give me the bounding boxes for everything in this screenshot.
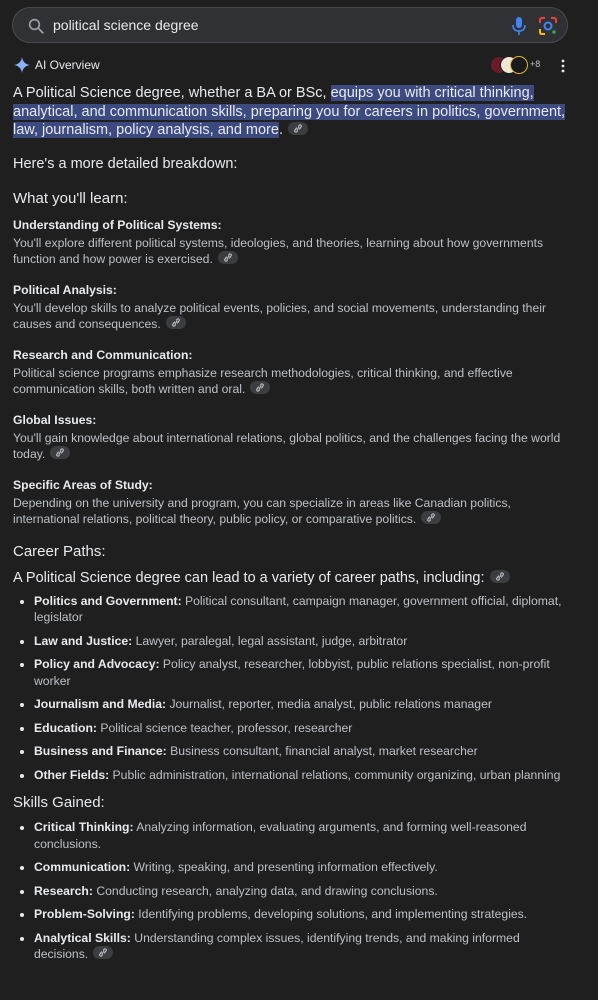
skill-text: Understanding complex issues, identifying trends, and making informed decisions.: [34, 930, 520, 961]
search-bar[interactable]: [12, 7, 568, 43]
learn-item-text: Political science programs emphasize research methodologies, critical thinking, and effective communication skills, both written and oral.: [13, 365, 513, 396]
career-term: Law and Justice:: [34, 633, 133, 648]
link-icon: [98, 948, 108, 957]
career-term: Policy and Advocacy:: [34, 657, 160, 671]
skill-text: Analyzing information, evaluating arguments, and forming well-reasoned conclusions.: [34, 820, 527, 851]
learn-item-title: Political Analysis:: [13, 282, 117, 297]
learn-item: [13, 282, 573, 333]
source-link-chip[interactable]: [288, 122, 308, 135]
more-sources-count[interactable]: +8: [530, 59, 541, 69]
skill-term: Critical Thinking:: [34, 820, 134, 834]
learn-item-text: You'll explore different political systems, ideologies, and theories, learning about how governments function and how power is exercised.: [13, 235, 544, 266]
breakdown-lead: Here's a more detailed breakdown:: [13, 155, 238, 172]
learn-item-body: [13, 430, 573, 463]
career-item: [34, 633, 573, 650]
career-term: Business and Finance:: [34, 744, 167, 758]
source-avatar[interactable]: [510, 56, 528, 74]
career-term: Other Fields:: [34, 767, 110, 782]
career-term: Journalism and Media:: [34, 697, 167, 711]
careers-lead-text: A Political Science degree can lead to a variety of career paths, including:: [13, 569, 485, 586]
career-text: Lawyer, paralegal, legal assistant, judge, arbitrator: [132, 633, 408, 648]
skill-item: [34, 930, 573, 963]
intro-text: A Political Science degree, whether a BA or BSc,: [13, 85, 331, 101]
source-link-chip[interactable]: [50, 446, 70, 459]
learn-item-title: Specific Areas of Study:: [13, 477, 153, 492]
career-text: Journalist, reporter, media analyst, public relations manager: [166, 697, 492, 711]
source-link-chip[interactable]: [250, 381, 270, 394]
career-list: [13, 593, 573, 784]
career-text: Political science teacher, professor, researcher: [96, 720, 353, 735]
skill-text: Identifying problems, developing solutions, and implementing strategies.: [134, 907, 528, 921]
career-term: Education:: [34, 720, 97, 735]
career-item: [34, 767, 573, 784]
skill-term: Communication:: [34, 860, 131, 874]
career-item: [34, 656, 573, 689]
career-item: [34, 743, 573, 760]
learn-item: [13, 477, 573, 528]
skill-term: Research:: [34, 883, 93, 898]
skill-item: [34, 906, 573, 923]
more-options-icon[interactable]: [556, 58, 570, 74]
career-item: [34, 593, 573, 626]
link-icon: [223, 253, 233, 262]
ai-overview-content: [13, 84, 573, 970]
intro-end: .: [278, 122, 283, 138]
learn-item-text: You'll develop skills to analyze political events, policies, and social movements, understanding their causes and consequences.: [13, 300, 547, 331]
career-item: [34, 720, 573, 737]
career-term: Politics and Government:: [34, 593, 182, 608]
learn-item-body: [13, 235, 573, 268]
intro-paragraph: [13, 84, 573, 140]
source-link-chip[interactable]: [490, 570, 510, 583]
learn-item-text: You'll gain knowledge about international relations, global politics, and the challenges facing the world today.: [13, 430, 561, 461]
skill-term: Analytical Skills:: [34, 930, 131, 945]
learn-item: [13, 347, 573, 398]
career-item: [34, 696, 573, 713]
learn-item-title: Global Issues:: [13, 412, 97, 427]
learn-item-body: [13, 300, 573, 333]
learn-item-title: Understanding of Political Systems:: [13, 217, 222, 232]
skills-list: [13, 819, 573, 963]
career-text: Policy analyst, researcher, lobbyist, public relations specialist, non-profit worker: [34, 657, 550, 688]
skills-heading: Skills Gained:: [13, 794, 105, 811]
careers-heading: Career Paths:: [13, 542, 106, 560]
skill-item: [34, 859, 573, 876]
skill-text: Conducting research, analyzing data, and drawing conclusions.: [92, 883, 438, 898]
learn-item: [13, 412, 573, 463]
careers-lead: [13, 569, 573, 587]
skill-text: Writing, speaking, and presenting information effectively.: [130, 860, 438, 874]
ai-overview-title: AI Overview: [35, 58, 100, 72]
ai-overview-header: [13, 56, 585, 76]
search-input[interactable]: political science degree: [53, 17, 199, 33]
skill-term: Problem-Solving:: [34, 907, 135, 921]
source-link-chip[interactable]: [166, 316, 186, 329]
source-link-chip[interactable]: [218, 251, 238, 264]
learn-heading: What you'll learn:: [13, 189, 128, 207]
career-text: Public administration, international relations, community organizing, urban planning: [109, 767, 561, 782]
link-icon: [495, 572, 505, 581]
link-icon: [55, 448, 65, 457]
google-lens-icon[interactable]: [538, 16, 558, 36]
source-link-chip[interactable]: [421, 511, 441, 524]
source-avatars[interactable]: [490, 56, 550, 74]
source-link-chip[interactable]: [93, 946, 113, 959]
link-icon: [255, 383, 265, 392]
skill-item: [34, 819, 573, 852]
skill-item: [34, 883, 573, 900]
career-text: Business consultant, financial analyst, market researcher: [166, 744, 478, 758]
ai-sparkle-icon: [13, 56, 31, 74]
learn-item-body: [13, 495, 573, 528]
microphone-icon[interactable]: [510, 16, 528, 36]
link-icon: [171, 318, 181, 327]
link-icon: [293, 124, 303, 133]
intro-highlight: equips you with critical thinking, analytical, and communication skills, preparing you for careers in politics, government, law, journalism, policy analysis, and more: [13, 85, 566, 138]
search-icon: [27, 17, 45, 35]
learn-item-title: Research and Communication:: [13, 347, 193, 362]
learn-item: [13, 217, 573, 268]
link-icon: [426, 513, 436, 522]
learn-item-text: Depending on the university and program, you can specialize in areas like Canadian politics, international relations, political theory, public policy, or comparative politics.: [13, 495, 511, 526]
career-text: Political consultant, campaign manager, government official, diplomat, legislator: [34, 593, 562, 624]
learn-list: [13, 217, 573, 528]
learn-item-body: [13, 365, 573, 398]
